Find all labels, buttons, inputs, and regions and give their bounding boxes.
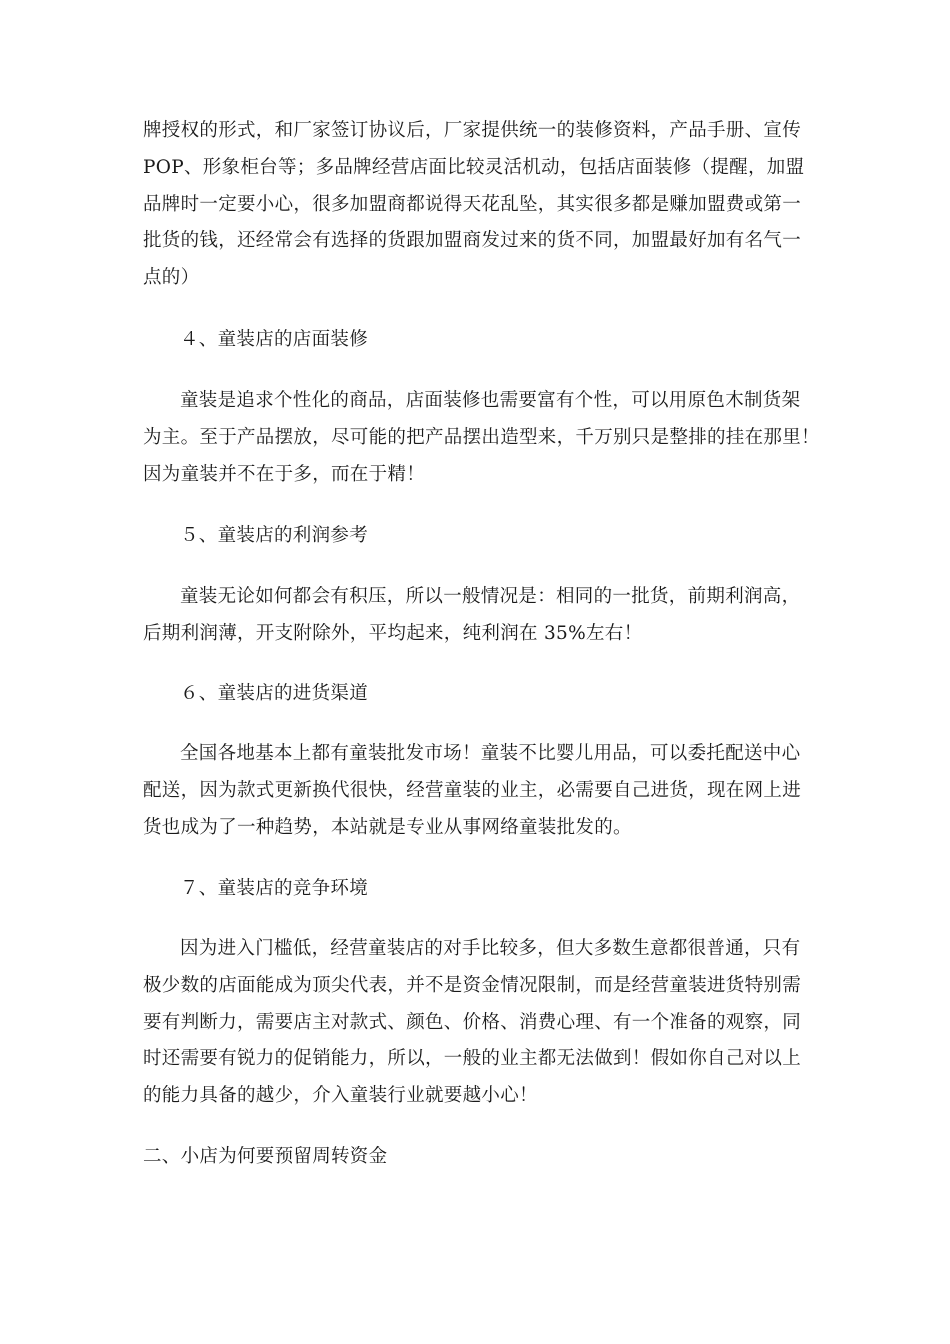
paragraph-line: 的能力具备的越少，介入童装行业就要越小心！ — [143, 1085, 538, 1107]
paragraph-line: 后期利润薄，开支附除外，平均起来，纯利润在 35%左右！ — [143, 622, 643, 644]
paragraph-line: 牌授权的形式，和厂家签订协议后，厂家提供统一的装修资料，产品手册、宣传 — [143, 120, 802, 141]
paragraph-line: 批货的钱，还经常会有选择的货跟加盟商发过来的货不同，加盟最好加有名气一 — [143, 230, 802, 252]
paragraph-line: 为主。至于产品摆放，尽可能的把产品摆出造型来，千万别只是整排的挂在那里！ — [143, 426, 820, 448]
paragraph-line: 要有判断力，需要店主对款式、颜色、价格、消费心理、有一个准备的观察，同 — [143, 1011, 802, 1033]
paragraph-franchise-continued — [143, 113, 813, 297]
paragraph-line: 童装是追求个性化的商品，店面装修也需要富有个性，可以用原色木制货架 — [180, 390, 801, 411]
heading-competition: ７、童装店的竞争环境 — [180, 878, 369, 899]
paragraph-line: 因为童装并不在于多，而在于精！ — [143, 463, 426, 485]
paragraph-line: 童装无论如何都会有积压，所以一般情况是：相同的一批货，前期利润高， — [180, 586, 801, 607]
heading-supply-channels: ６、童装店的进货渠道 — [180, 683, 369, 704]
paragraph-line: 配送，因为款式更新换代很快，经营童装的业主，必需要自己进货，现在网上进 — [143, 779, 802, 801]
section-heading-working-capital: 二、小店为何要预留周转资金 — [143, 1146, 388, 1167]
heading-profit-reference: ５、童装店的利润参考 — [180, 525, 369, 546]
paragraph-line: 极少数的店面能成为顶尖代表，并不是资金情况限制，而是经营童装进货特别需 — [143, 974, 802, 996]
paragraph-line: 货也成为了一种趋势，本站就是专业从事网络童装批发的。 — [143, 816, 632, 838]
paragraph-line: 时还需要有锐力的促销能力，所以，一般的业主都无法做到！假如你自己对以上 — [143, 1048, 802, 1070]
paragraph-line: 全国各地基本上都有童装批发市场！童装不比婴儿用品，可以委托配送中心 — [180, 743, 801, 764]
paragraph-line: 因为进入门槛低，经营童装店的对手比较多，但大多数生意都很普通，只有 — [180, 938, 801, 959]
paragraph-store-decoration — [143, 383, 820, 493]
paragraph-line: 点的） — [143, 267, 200, 289]
paragraph-profit-reference — [143, 579, 813, 653]
paragraph-line: POP、形象柜台等；多品牌经营店面比较灵活机动，包括店面装修（提醒，加盟 — [143, 156, 805, 178]
heading-store-decoration: ４、童装店的店面装修 — [180, 329, 369, 350]
paragraph-line: 品牌时一定要小心，很多加盟商都说得天花乱坠，其实很多都是赚加盟费或第一 — [143, 193, 802, 215]
paragraph-supply-channels — [143, 736, 813, 846]
paragraph-competition — [143, 931, 813, 1115]
